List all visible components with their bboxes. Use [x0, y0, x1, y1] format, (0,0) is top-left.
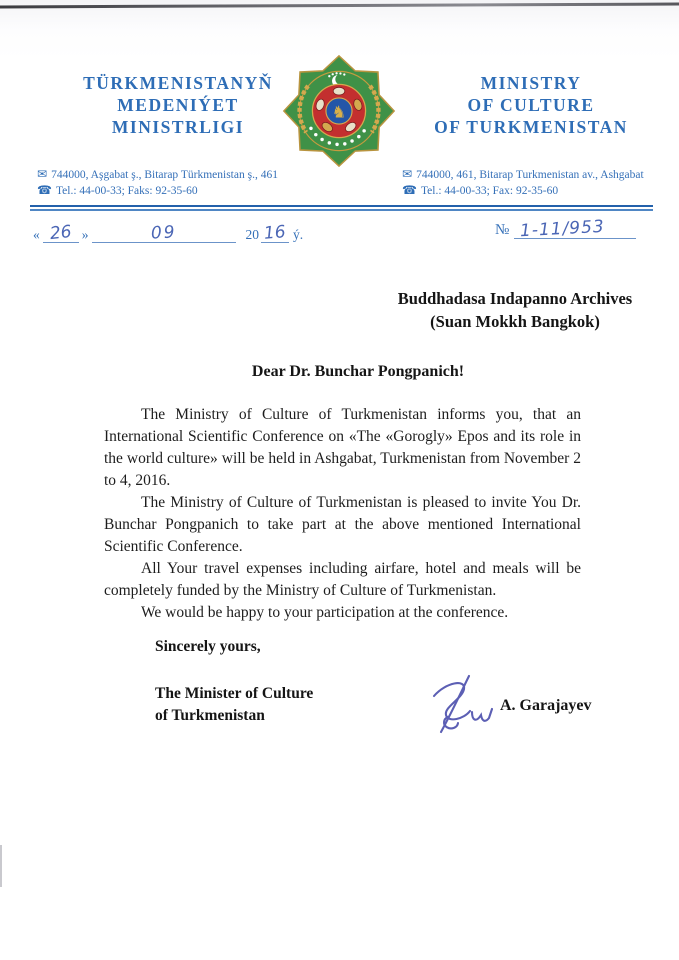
emblem-svg: [281, 53, 397, 169]
signer-title: [155, 683, 313, 727]
month-blank: [92, 222, 236, 244]
phone-text: Tel.: 44-00-33; Faks: 92-35-60: [55, 185, 198, 197]
open-guillemet: «: [33, 227, 40, 242]
turkmenistan-emblem-icon: [281, 53, 397, 169]
phone-icon: ☎: [37, 183, 52, 197]
body-paragraph-3: All Your travel expenses including airfare, hotel and meals will be completely funded by the Ministry of Culture of Turkmenistan.: [104, 560, 581, 599]
document-number-field: [495, 216, 636, 242]
address-text: 744000, 461, Bitarap Turkmenistan av., Ashgabat: [416, 169, 644, 181]
recipient-name: Buddhadasa Indapanno Archives: [397, 289, 633, 308]
handwritten-signature-icon: [425, 672, 495, 745]
scan-edge-artifact-left: [0, 845, 2, 887]
handwritten-day: 26: [48, 221, 73, 245]
phone-line: [402, 183, 644, 199]
year-prefix: 20: [245, 227, 259, 242]
recipient-block: [374, 287, 656, 333]
horse-icon: ♞: [331, 102, 347, 122]
letter-body: [104, 404, 581, 624]
ministry-title-turkmen: [52, 72, 304, 138]
handwritten-year: 16: [263, 222, 287, 244]
close-guillemet: »: [81, 227, 89, 242]
body-paragraph-1: The Ministry of Culture of Turkmenistan informs you, that an International Scientific Conference on «The «Gorogly» Epos and its role in the world culture» will be held in Ashgabat, Turkmenistan from November 2 to 4, 2016.: [104, 406, 581, 489]
closing-phrase: Sincerely yours,: [155, 638, 261, 655]
body-paragraph-4: We would be happy to your participation at the conference.: [141, 604, 509, 621]
address-line: [402, 167, 644, 183]
signer-name: A. Garajayev: [500, 697, 592, 714]
ministry-title-english-line: MINISTRY: [480, 73, 582, 93]
letterhead-divider-rule: [30, 205, 653, 211]
year-label: ý.: [293, 227, 304, 242]
phone-text: Tel.: 44-00-33; Fax: 92-35-60: [420, 185, 559, 197]
ministry-title-turkmen-line: MINISTRLIGI: [111, 117, 245, 137]
horse-medallion: [326, 98, 352, 124]
address-block-turkmen: [37, 167, 278, 199]
address-block-english: [402, 167, 644, 199]
ministry-title-english: [402, 72, 660, 138]
date-field: [30, 221, 304, 245]
body-paragraph-2: The Ministry of Culture of Turkmenistan is pleased to invite You Dr. Bunchar Pongpanich to take part at the above mentioned International Scientific Conference.: [104, 494, 581, 555]
envelope-icon: ✉: [402, 167, 413, 181]
day-blank: [43, 221, 79, 245]
ministry-title-english-line: OF TURKMENISTAN: [434, 117, 628, 137]
scan-edge-artifact: [0, 2, 679, 8]
ministry-title-turkmen-line: MEDENIÝET: [117, 95, 239, 115]
signer-title-line: of Turkmenistan: [155, 707, 265, 724]
year-blank: [261, 222, 289, 244]
ministry-title-english-line: OF CULTURE: [467, 95, 595, 115]
recipient-location: (Suan Mokkh Bangkok): [430, 312, 600, 331]
ministry-title-turkmen-line: TÜRKMENISTANYŇ: [83, 73, 273, 93]
address-text: 744000, Aşgabat ş., Bitarap Türkmenistan ş., 461: [51, 169, 278, 181]
salutation: Dear Dr. Bunchar Pongpanich!: [251, 363, 465, 380]
handwritten-month: 09: [150, 222, 177, 244]
numero-sign: №: [495, 222, 510, 238]
envelope-icon: ✉: [37, 167, 48, 181]
number-blank: [514, 216, 636, 242]
address-line: [37, 167, 278, 183]
reference-line: [30, 216, 653, 255]
phone-line: [37, 183, 278, 199]
signer-title-line: The Minister of Culture: [155, 685, 314, 702]
handwritten-number: 1-11/953: [519, 216, 606, 242]
phone-icon: ☎: [402, 183, 417, 197]
signature-strokes: [425, 672, 495, 740]
